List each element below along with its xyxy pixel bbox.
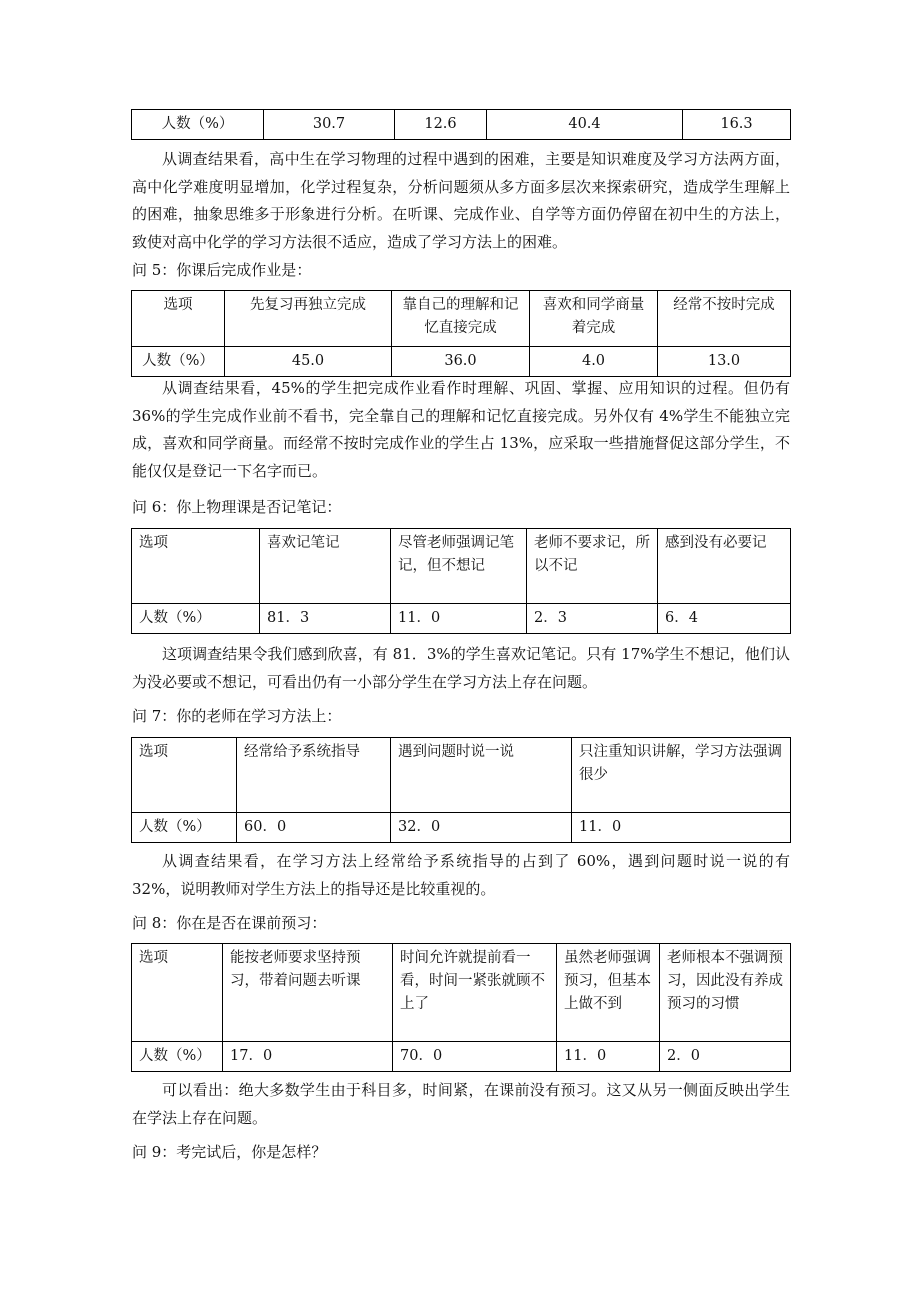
question-9: 问 9：考完试后，你是怎样？ [132, 1143, 327, 1161]
question-5: 问 5：你课后完成作业是： [132, 261, 312, 279]
cell-value: 13.0 [658, 347, 791, 377]
cell-value: 16.3 [683, 110, 791, 140]
question-7: 问 7：你的老师在学习方法上： [132, 707, 342, 725]
cell-value: 11．0 [572, 813, 791, 843]
header-cell: 选项 [132, 944, 223, 1042]
header-cell: 选项 [132, 738, 237, 813]
cell-value: 11．0 [391, 604, 527, 634]
cell-value: 4.0 [530, 347, 658, 377]
header-cell: 选项 [132, 529, 260, 604]
table-row [132, 944, 791, 1042]
row-label: 人数（%） [132, 347, 225, 377]
row-label: 人数（%） [132, 813, 237, 843]
cell-value: 32．0 [391, 813, 572, 843]
cell-value: 17．0 [223, 1042, 393, 1072]
table-q6 [131, 528, 791, 634]
table-row [132, 347, 791, 377]
paragraph-analysis-2: 从调查结果看，45%的学生把完成作业看作时理解、巩固、掌握、应用知识的过程。但仍有 36%的学生完成作业前不看书，完全靠自己的理解和记忆直接完成。另外仅有 4%学生不能独立完成，喜欢和同学商量。而经常不按时完成作业的学生占 13%，应采取一些措施督促这部分学生，不能仅仅是登记一下名字而已。 [132, 379, 790, 480]
question-8: 问 8：你在是否在课前预习： [132, 914, 327, 932]
header-cell: 喜欢记笔记 [260, 529, 391, 604]
header-cell: 老师根本不强调预习，因此没有养成预习的习惯 [660, 944, 791, 1042]
cell-value: 12.6 [395, 110, 487, 140]
table-q4-result [131, 109, 791, 140]
header-cell: 遇到问题时说一说 [391, 738, 572, 813]
table-q7 [131, 737, 791, 843]
header-cell: 时间允许就提前看一看，时间一紧张就顾不上了 [393, 944, 557, 1042]
paragraph-analysis-5: 可以看出：绝大多数学生由于科目多，时间紧，在课前没有预习。这又从另一侧面反映出学生在学法上存在问题。 [132, 1081, 790, 1127]
header-cell: 经常不按时完成 [658, 291, 791, 347]
paragraph-analysis-4: 从调查结果看，在学习方法上经常给予系统指导的占到了 60%，遇到问题时说一说的有 32%，说明教师对学生方法上的指导还是比较重视的。 [132, 852, 790, 898]
question-6: 问 6：你上物理课是否记笔记： [132, 498, 342, 516]
header-cell: 老师不要求记，所以不记 [527, 529, 658, 604]
header-cell: 先复习再独立完成 [225, 291, 392, 347]
table-row [132, 291, 791, 347]
row-label: 人数（%） [132, 1042, 223, 1072]
row-label: 人数（%） [132, 110, 264, 140]
header-cell: 尽管老师强调记笔记，但不想记 [391, 529, 527, 604]
cell-value: 11．0 [557, 1042, 660, 1072]
cell-value: 36.0 [392, 347, 530, 377]
table-q8 [131, 943, 791, 1072]
table-row [132, 604, 791, 634]
cell-value: 30.7 [264, 110, 395, 140]
cell-value: 81．3 [260, 604, 391, 634]
cell-value: 60．0 [237, 813, 391, 843]
cell-value: 70．0 [393, 1042, 557, 1072]
table-row [132, 738, 791, 813]
header-cell: 能按老师要求坚持预习，带着问题去听课 [223, 944, 393, 1042]
cell-value: 6．4 [658, 604, 791, 634]
table-row [132, 813, 791, 843]
header-cell: 经常给予系统指导 [237, 738, 391, 813]
paragraph-analysis-3: 这项调查结果令我们感到欣喜，有 81．3%的学生喜欢记笔记。只有 17%学生不想记，他们认为没必要或不想记，可看出仍有一小部分学生在学习方法上存在问题。 [132, 645, 790, 691]
cell-value: 45.0 [225, 347, 392, 377]
row-label: 人数（%） [132, 604, 260, 634]
header-cell: 喜欢和同学商量着完成 [530, 291, 658, 347]
cell-value: 2．0 [660, 1042, 791, 1072]
cell-value: 40.4 [487, 110, 683, 140]
table-q5 [131, 290, 791, 377]
table-row [132, 110, 791, 140]
header-cell: 选项 [132, 291, 225, 347]
header-cell: 靠自己的理解和记忆直接完成 [392, 291, 530, 347]
paragraph-analysis-1: 从调查结果看，高中生在学习物理的过程中遇到的困难，主要是知识难度及学习方法两方面，高中化学难度明显增加，化学过程复杂，分析问题须从多方面多层次来探索研究，造成学生理解上的困难，抽象思维多于形象进行分析。在听课、完成作业、自学等方面仍停留在初中生的方法上，致使对高中化学的学习方法很不适应，造成了学习方法上的困难。 [132, 150, 790, 251]
table-row [132, 529, 791, 604]
header-cell: 只注重知识讲解，学习方法强调很少 [572, 738, 791, 813]
cell-value: 2．3 [527, 604, 658, 634]
header-cell: 感到没有必要记 [658, 529, 791, 604]
table-row [132, 1042, 791, 1072]
header-cell: 虽然老师强调预习，但基本上做不到 [557, 944, 660, 1042]
